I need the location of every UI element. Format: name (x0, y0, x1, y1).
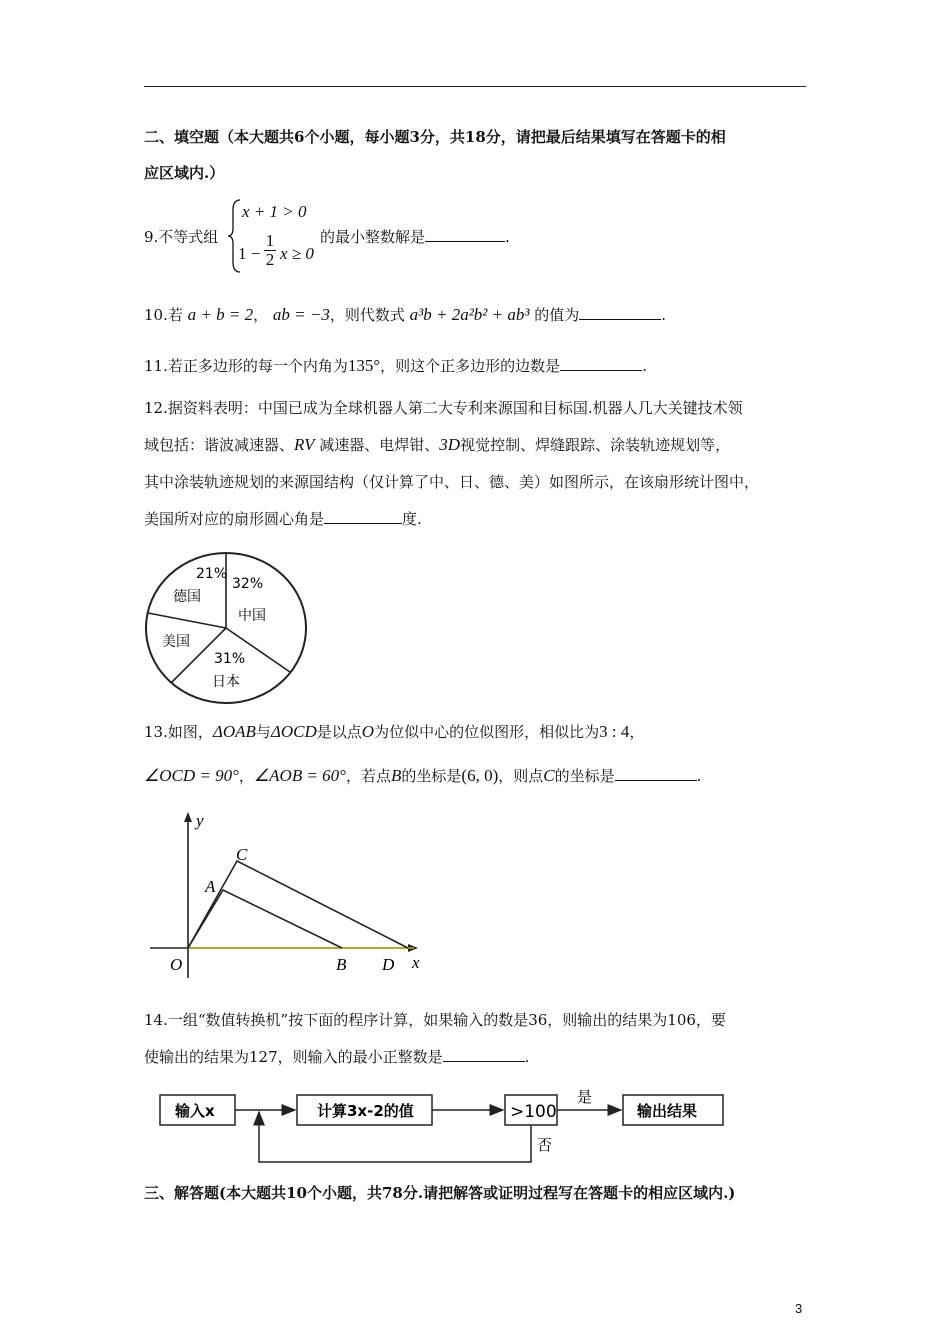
question-9-suffix: 的最小整数解是 . (320, 228, 510, 246)
question-13-line1: 13.如图，ΔOAB与ΔOCD是以点O为位似中心的位似图形，相似比为3 : 4， (144, 722, 645, 741)
section2-heading-cont: 应区域内.） (144, 164, 225, 182)
pie-label-germany: 德国 (173, 589, 201, 605)
y-axis-label: y (196, 811, 204, 830)
section2-heading: 二、填空题（本大题共6个小题，每小题3分，共18分，请把最后结果填写在答题卡的相 (144, 128, 726, 146)
flow-yes: 是 (577, 1088, 593, 1106)
inequality-2-right: x ≥ 0 (280, 244, 314, 263)
point-b-label: B (336, 955, 347, 974)
answer-blank-12[interactable] (324, 509, 402, 524)
flowchart (155, 1080, 735, 1168)
pie-chart (140, 550, 315, 710)
pie-label-japan: 日本 (212, 674, 240, 690)
question-14-line2: 使输出的结果为127，则输入的最小正整数是 . (144, 1048, 530, 1066)
question-9: 9.不等式组 (144, 228, 219, 246)
answer-blank-11[interactable] (560, 356, 642, 371)
question-12-line4: 美国所对应的扇形圆心角是 度. (144, 510, 422, 528)
flow-compute: 计算3x-2的值 (317, 1102, 414, 1120)
inequality-1: x + 1 > 0 (242, 202, 307, 221)
pie-label-china: 中国 (238, 608, 266, 624)
flow-input: 输入x (175, 1102, 215, 1120)
answer-blank-14[interactable] (443, 1047, 525, 1062)
question-13-line2: ∠OCD = 90°，∠AOB = 60°，若点B的坐标是(6, 0)，则点C的坐标是 . (144, 766, 702, 785)
flow-no: 否 (537, 1136, 553, 1154)
answer-blank-9[interactable] (425, 227, 505, 242)
pie-label-germany-percent: 21% (196, 566, 228, 582)
pie-label-china-percent: 32% (232, 576, 264, 592)
flow-condition: >100 (510, 1102, 557, 1122)
x-axis-label: x (412, 953, 420, 972)
question-12-line1: 12.据资料表明：中国已成为全球机器人第二大专利来源国和目标国.机器人几大关键技术领 (144, 399, 743, 417)
point-d-label: D (382, 955, 395, 974)
header-rule (144, 86, 806, 87)
similar-triangles-figure (146, 808, 436, 980)
fraction-num: 1 2 (265, 231, 275, 269)
flow-output: 输出结果 (637, 1102, 698, 1120)
question-11: 11.若正多边形的每一个内角为135°，则这个正多边形的边数是 . (144, 356, 647, 375)
section3-heading: 三、解答题(本大题共10个小题，共78分.请把解答或证明过程写在答题卡的相应区域内.) (144, 1184, 736, 1202)
question-14-line1: 14.一组“数值转换机”按下面的程序计算，如果输入的数是36，则输出的结果为106，要 (144, 1011, 726, 1029)
answer-blank-13[interactable] (615, 766, 697, 781)
answer-blank-10[interactable] (579, 305, 661, 320)
question-10: 10.若 a + b = 2， ab = −3，则代数式 a³b + 2a²b² + ab³ 的值为 . (144, 305, 667, 324)
page-number: 3 (795, 1301, 803, 1316)
question-12-line2: 域包括：谐波减速器、RV 减速器、电焊钳、3D视觉控制、焊缝跟踪、涂装轨迹规划等， (144, 435, 731, 454)
inequality-2-left: 1 − (238, 244, 261, 263)
inequality-system (228, 196, 318, 276)
pie-label-japan-percent: 31% (214, 651, 246, 667)
question-12-line3: 其中涂装轨迹规划的来源国结构（仅计算了中、日、德、美）如图所示，在该扇形统计图中， (144, 473, 760, 491)
pie-label-usa: 美国 (162, 634, 190, 650)
point-c-label: C (236, 845, 248, 864)
point-o-label: O (170, 955, 183, 974)
point-a-label: A (205, 877, 216, 896)
